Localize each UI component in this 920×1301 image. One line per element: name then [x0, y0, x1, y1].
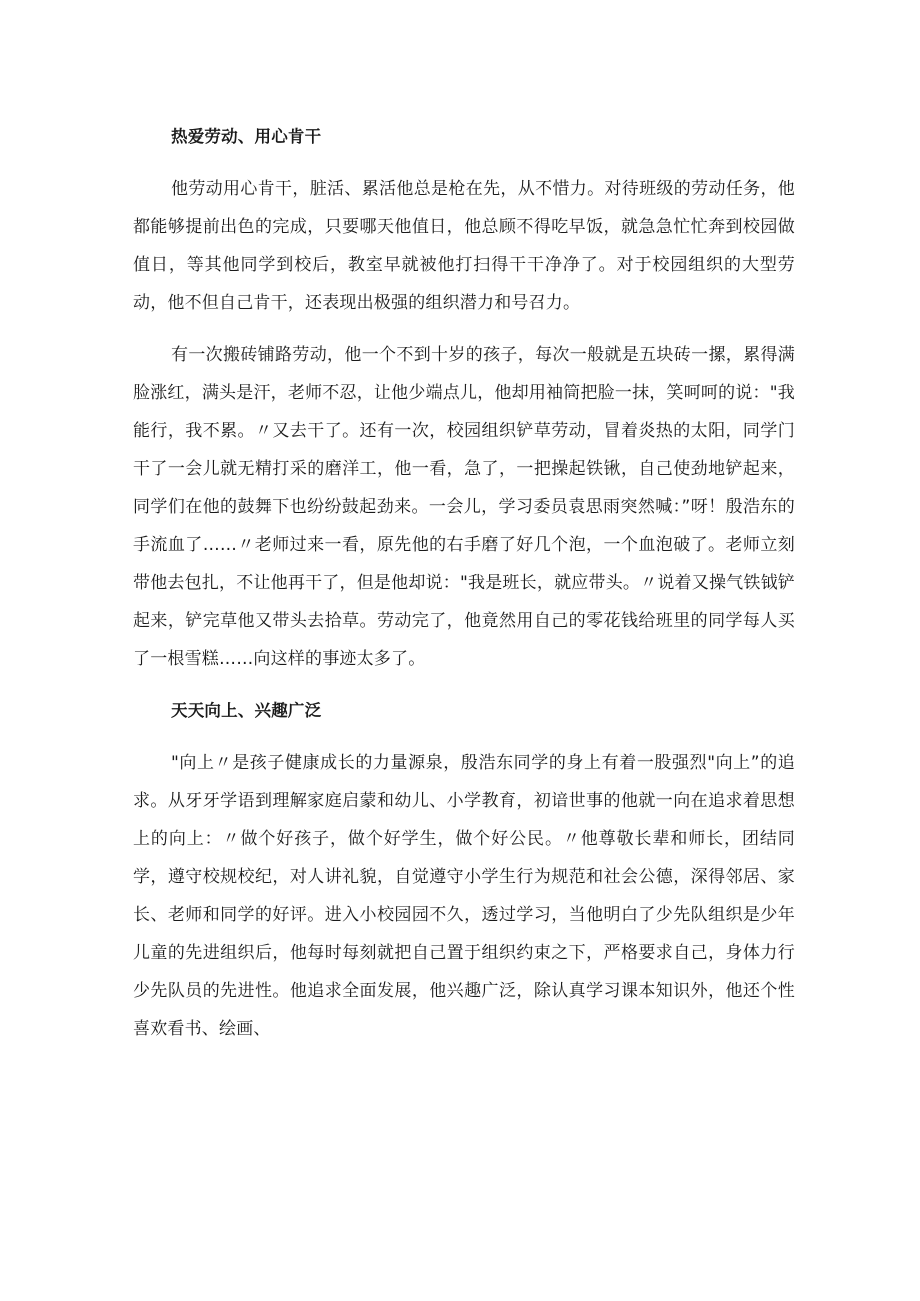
section-heading-progress: 天天向上、兴趣广泛 — [171, 701, 322, 720]
paragraph-labor-intro: 他劳动用心肯干，脏活、累活他总是枪在先，从不惜力。对待班级的劳动任务，他都能够提前出色的完成，只要哪天他值日，他总顾不得吃早饭，就急急忙忙奔到校园做值日，等其他同学到校后，教室早就被他打扫得干干净净了。对于校园组织的大型劳动，他不但自己肯干，还表现出极强的组织潜力和号召力。 — [133, 179, 795, 313]
section-heading-labor: 热爱劳动、用心肯干 — [171, 127, 322, 146]
paragraph-labor-story: 有一次搬砖铺路劳动，他一个不到十岁的孩子，每次一般就是五块砖一摞，累得满脸涨红，满头是汗，老师不忍，让他少端点儿，他却用袖筒把脸一抹，笑呵呵的说："我能行，我不累。〃又去干了。还有一次，校园组织铲草劳动，冒着炎热的太阳，同学门干了一会儿就无精打采的磨洋工，他一看，急了，一把操起铁锹，自己使劲地铲起来，同学们在他的鼓舞下也纷纷鼓起劲来。一会儿，学习委员袁思雨突然喊：”呀！殷浩东的手流血了……〃老师过来一看，原先他的右手磨了好几个泡，一个血泡破了。老师立刻带他去包扎，不让他再干了，但是他却说："我是班长，就应带头。〃说着又操气铁钺铲起来，铲完草他又带头去拾草。劳动完了，他竟然用自己的零花钱给班里的同学每人买了一根雪糕……向这样的事迹太多了。 — [133, 345, 795, 669]
document-body — [133, 118, 795, 1062]
paragraph-progress-intro: "向上〃是孩子健康成长的力量源泉，殷浩东同学的身上有着一股强烈"向上”的追求。从牙牙学语到理解家庭启蒙和幼儿、小学教育，初谙世事的他就一向在追求着思想上的向上：〃做个好孩子，做个好学生，做个好公民。〃他尊敬长辈和师长，团结同学，遵守校规校纪，对人讲礼貌，自觉遵守小学生行为规范和社会公德，深得邻居、家长、老师和同学的好评。进入小校园园不久，透过学习，当他明白了少先队组织是少年儿童的先进组织后，他每时每刻就把自己置于组织约束之下，严格要求自己，身体力行少先队员的先进性。他追求全面发展，他兴趣广泛，除认真学习课本知识外，他还个性喜欢看书、绘画、 — [133, 753, 795, 1039]
